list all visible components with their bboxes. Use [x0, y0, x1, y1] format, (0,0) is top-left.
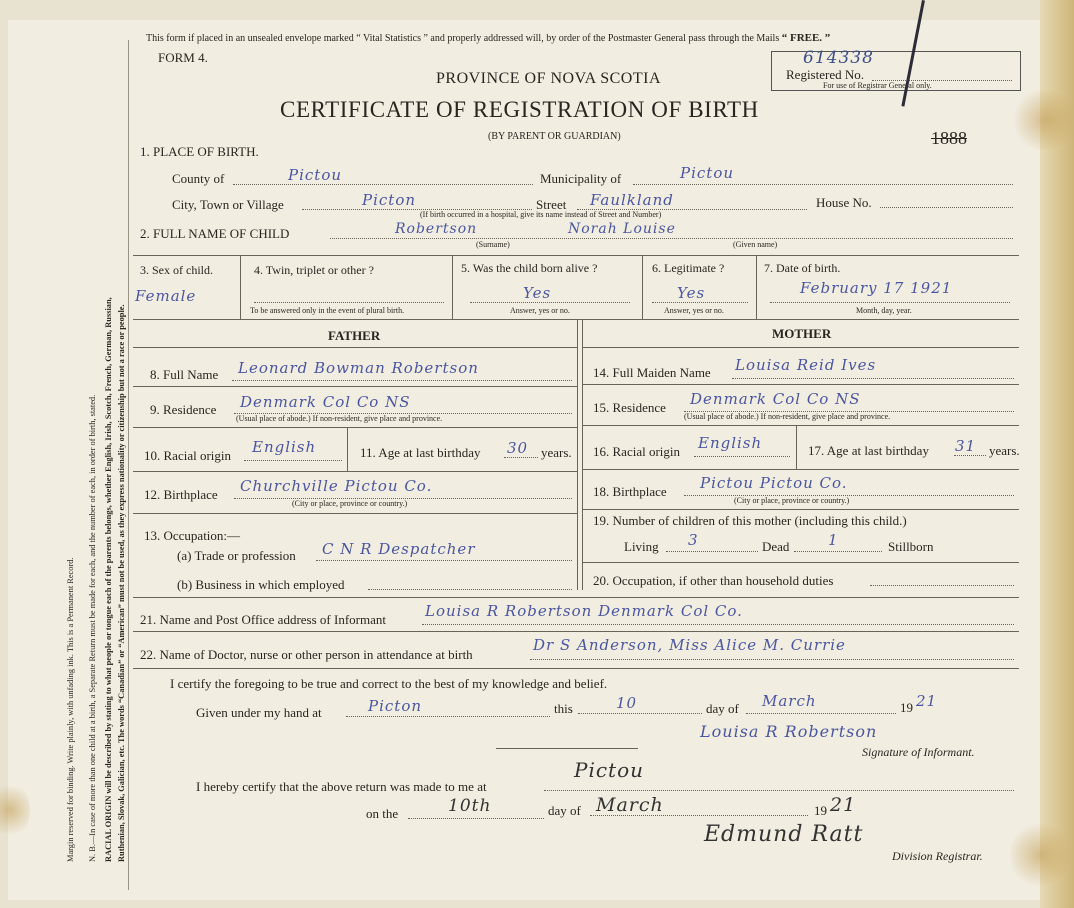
certify-statement: I certify the foregoing to be true and correct to the best of my knowledge and belief.: [170, 676, 608, 691]
father-race-value: English: [252, 438, 317, 456]
registrar-dayof-label: day of: [548, 803, 581, 818]
father-business-line: [368, 589, 572, 590]
father-trade-value: C N R Despatcher: [322, 540, 476, 558]
registrar-year-suffix: 21: [830, 794, 857, 816]
informant-value: Louisa R Robertson Denmark Col Co.: [425, 602, 743, 620]
legitimate-value: Yes: [677, 284, 706, 302]
mother-heading-rule: [583, 347, 1019, 348]
mother-name-value: Louisa Reid Ives: [735, 356, 877, 374]
surname-caption: (Surname): [476, 240, 510, 249]
parents-center-left: [577, 320, 578, 590]
father-age-line: [504, 457, 538, 458]
mother-dead-line: [794, 551, 882, 552]
mother-residence-label: 15. Residence: [593, 400, 666, 415]
mother-years: years.: [989, 443, 1020, 458]
city-value: Picton: [362, 191, 417, 209]
child-surname: Robertson: [395, 221, 478, 237]
father-residence-value: Denmark Col Co NS: [240, 393, 411, 411]
child-name-label: 2. FULL NAME OF CHILD: [140, 226, 290, 241]
margin-note-3: RACIAL ORIGIN will be described by stating to what people or tongue each of the parents belongs, whether English, Irish, Scotch, French, German, Russian,: [104, 297, 113, 862]
stain-top-right: [1010, 90, 1074, 150]
legitimate-label: 6. Legitimate ?: [652, 261, 725, 275]
rule-row3-top: [133, 255, 1019, 256]
hospital-note: (If birth occurred in a hospital, give its name instead of Street and Number): [420, 210, 662, 219]
certificate-subtitle: (BY PARENT OR GUARDIAN): [488, 131, 621, 142]
father-business-label: (b) Business in which employed: [177, 577, 345, 592]
divider-3-4: [240, 255, 241, 319]
struck-number: 1888: [931, 128, 967, 148]
informant-label: 21. Name and Post Office address of Informant: [140, 612, 386, 627]
father-years: years.: [541, 445, 572, 460]
registrar-onthe-label: on the: [366, 806, 399, 821]
registration-number: 614338: [803, 48, 874, 68]
registrar-place-line: [544, 790, 1014, 791]
mother-race-line: [694, 456, 790, 457]
mother-stillborn-label: Stillborn: [888, 539, 934, 554]
house-line: [880, 207, 1013, 208]
father-birthplace-label: 12. Birthplace: [144, 487, 218, 502]
registration-label: Registered No.: [786, 67, 864, 82]
mother-dead-label: Dead: [762, 539, 790, 554]
rule-row3-bottom: [133, 319, 1019, 320]
father-age-label: 11. Age at last birthday: [360, 445, 481, 460]
sex-value: Female: [135, 287, 197, 305]
cert-month-line: [746, 713, 896, 714]
father-race-label: 10. Racial origin: [144, 448, 232, 463]
father-trade-line: [316, 560, 572, 561]
mother-age-line: [954, 455, 986, 456]
mother-row19-rule: [583, 562, 1019, 563]
mother-row16-rule: [583, 469, 1019, 470]
mother-race-label: 16. Racial origin: [593, 444, 681, 459]
dob-line: [770, 302, 1010, 303]
father-name-label: 8. Full Name: [150, 367, 219, 382]
father-row9-rule: [133, 427, 577, 428]
place-heading: 1. PLACE OF BIRTH.: [140, 144, 259, 159]
father-row8-rule: [133, 386, 577, 387]
father-name-line: [232, 380, 572, 381]
child-given-name: Norah Louise: [568, 221, 676, 237]
county-line: [233, 184, 533, 185]
sex-label: 3. Sex of child.: [140, 263, 213, 277]
father-age-value: 30: [507, 439, 529, 457]
doctor-label: 22. Name of Doctor, nurse or other person in attendance at birth: [140, 647, 473, 662]
mother-dead-value: 1: [828, 531, 839, 549]
row22-top-rule: [133, 631, 1019, 632]
mother-occupation-line: [870, 585, 1014, 586]
mother-row15-rule: [583, 425, 1019, 426]
municipality-line: [633, 184, 1013, 185]
divider-4-5: [452, 255, 453, 319]
twin-line: [254, 302, 444, 303]
mail-notice-free: “ FREE. ”: [781, 32, 831, 44]
divider-6-7: [756, 255, 757, 319]
registration-note: For use of Registrar General only.: [823, 81, 932, 90]
father-race-divider: [347, 427, 348, 471]
cert-year-prefix: 19: [900, 700, 913, 715]
mother-row18-rule: [583, 509, 1019, 510]
cert-dayof-label: day of: [706, 701, 739, 716]
cert-year-suffix: 21: [916, 692, 938, 710]
mother-heading: MOTHER: [772, 326, 832, 341]
informant-signature: Louisa R Robertson: [700, 722, 878, 741]
margin-note-1: Margin reserved for binding. Write plainly, with unfading ink. This is a Permanent Record.: [66, 557, 75, 862]
margin-note-2: N. B.—In case of more than one child at a birth, a Separate Return must be made for each, and the number of each, in order of birth, stated.: [88, 394, 97, 862]
father-residence-label: 9. Residence: [150, 402, 217, 417]
doctor-value: Dr S Anderson, Miss Alice M. Currie: [533, 636, 846, 654]
mother-race-divider: [796, 425, 797, 469]
given-caption: (Given name): [733, 240, 778, 249]
father-heading-rule: [133, 347, 577, 348]
registrar-day-line: [408, 818, 544, 819]
street-value: Faulkland: [590, 191, 674, 209]
municipality-label: Municipality of: [540, 171, 622, 186]
father-occupation-label: 13. Occupation:—: [144, 528, 241, 543]
mother-birthplace-value: Pictou Pictou Co.: [700, 474, 848, 492]
mother-row14-rule: [583, 384, 1019, 385]
parents-center-right: [582, 320, 583, 590]
alive-note: Answer, yes or no.: [510, 306, 570, 315]
legitimate-note: Answer, yes or no.: [664, 306, 724, 315]
city-label: City, Town or Village: [172, 197, 284, 212]
mother-name-line: [732, 378, 1014, 379]
registrar-year-prefix: 19: [814, 803, 827, 818]
margin-note-4: Ruthenian, Slovak, Galician, etc. The words “Canadian” or “American” must not be used, as they express nationality or citizenship but not a race or people.: [117, 304, 126, 862]
mother-occupation-label: 20. Occupation, if other than household duties: [593, 573, 834, 588]
cert-day-line: [578, 713, 702, 714]
divider-5-6: [642, 255, 643, 319]
house-label: House No.: [816, 195, 872, 210]
certificate-title: CERTIFICATE OF REGISTRATION OF BIRTH: [280, 97, 759, 122]
father-birthplace-note: (City or place, province or country.): [292, 499, 408, 508]
mother-name-label: 14. Full Maiden Name: [593, 365, 711, 380]
county-value: Pictou: [288, 166, 343, 184]
father-heading: FATHER: [328, 328, 381, 343]
registrar-signature-label: Division Registrar.: [892, 849, 983, 863]
registrar-signature: Edmund Ratt: [704, 822, 864, 847]
father-row12-rule: [133, 513, 577, 514]
mail-notice: [146, 32, 830, 44]
registrar-place-value: Pictou: [574, 758, 645, 782]
mother-age-label: 17. Age at last birthday: [808, 443, 929, 458]
municipality-value: Pictou: [680, 164, 735, 182]
twin-note: To be answered only in the event of plural birth.: [250, 306, 405, 315]
separator-rule: [496, 748, 638, 749]
alive-value: Yes: [523, 284, 552, 302]
mother-residence-value: Denmark Col Co NS: [690, 390, 861, 408]
dob-note: Month, day, year.: [856, 306, 912, 315]
mother-living-label: Living: [624, 539, 659, 554]
mother-birthplace-note: (City or place, province or country.): [734, 496, 850, 505]
given-label: Given under my hand at: [196, 705, 322, 720]
father-residence-note: (Usual place of abode.) If non-resident, give place and province.: [236, 414, 443, 423]
father-row10-rule: [133, 471, 577, 472]
row22-bottom-rule: [133, 668, 1019, 669]
stain-bottom-right: [1010, 820, 1070, 890]
given-place-line: [346, 716, 550, 717]
this-label: this: [554, 701, 573, 716]
father-trade-label: (a) Trade or profession: [177, 548, 296, 563]
province-heading: PROVINCE OF NOVA SCOTIA: [436, 70, 662, 87]
registrar-month-value: March: [596, 794, 664, 816]
margin-rule: [128, 40, 129, 890]
cert-month-value: March: [762, 692, 817, 710]
child-name-line: [330, 238, 1013, 239]
registrar-statement: I hereby certify that the above return was made to me at: [196, 779, 487, 794]
father-race-line: [244, 460, 342, 461]
form-number: FORM 4.: [158, 50, 208, 65]
street-label: Street: [536, 197, 567, 212]
mother-birthplace-label: 18. Birthplace: [593, 484, 667, 499]
given-place-value: Picton: [368, 697, 423, 715]
father-name-value: Leonard Bowman Robertson: [238, 359, 479, 377]
mother-living-line: [666, 551, 758, 552]
cert-day-value: 10: [616, 694, 638, 712]
father-birthplace-value: Churchville Pictou Co.: [240, 477, 433, 495]
mail-notice-text: This form if placed in an unsealed envelope marked “ Vital Statistics ” and properly addressed will, by order of the Postmaster General pass through the Mails: [146, 33, 780, 44]
row21-top-rule: [133, 597, 1019, 598]
twin-label: 4. Twin, triplet or other ?: [254, 263, 374, 277]
mother-children-label: 19. Number of children of this mother (including this child.): [593, 513, 907, 528]
mother-race-value: English: [698, 434, 763, 452]
alive-line: [470, 302, 630, 303]
legitimate-line: [652, 302, 748, 303]
doctor-line: [530, 659, 1014, 660]
alive-label: 5. Was the child born alive ?: [461, 261, 598, 275]
dob-value: February 17 1921: [800, 279, 953, 297]
county-label: County of: [172, 171, 225, 186]
registrar-day-value: 10th: [448, 796, 492, 816]
informant-signature-label: Signature of Informant.: [862, 745, 975, 759]
informant-line: [422, 624, 1014, 625]
mother-living-value: 3: [688, 531, 699, 549]
mother-residence-note: (Usual place of abode.) If non-resident, give place and province.: [684, 412, 891, 421]
dob-label: 7. Date of birth.: [764, 261, 841, 275]
mother-age-value: 31: [955, 437, 977, 455]
